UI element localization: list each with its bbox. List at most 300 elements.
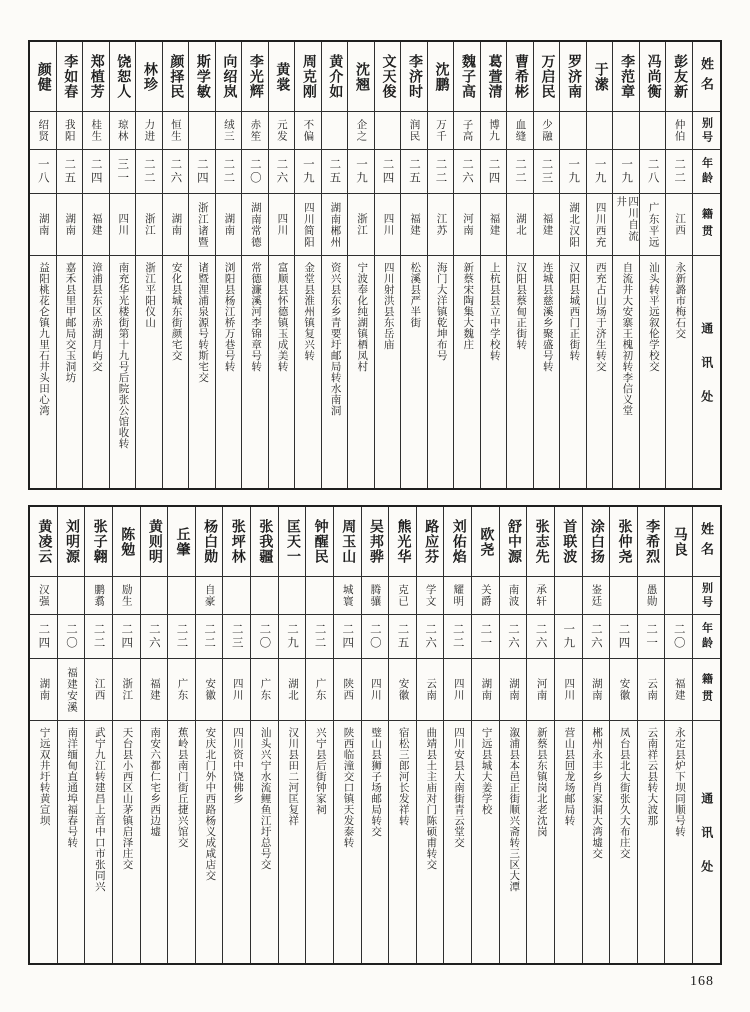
person-column [389,507,417,963]
person-columns-top [30,42,693,488]
person-native: 四川自流井 [613,194,639,256]
person-native: 湖南 [472,659,499,721]
person-address: 新蔡县东镇岗北老沈岗 [535,727,547,837]
person-address: 陕西临潼交口镇天发泰转 [342,727,354,848]
person-address: 璧山县狮子场邮局转交 [370,727,382,837]
person-age: 二〇 [665,615,692,659]
person-name: 熊光华 [389,507,416,577]
person-name: 张坪林 [223,507,250,577]
person-name: 欧尧 [472,507,499,577]
person-native: 湖南 [57,194,83,256]
person-address: 富顺县怀德镇玉成美转 [276,262,288,372]
person-alias: 崟廷 [583,577,610,615]
person-name: 斯学敏 [189,42,215,112]
person-native: 湖北汉阳 [560,194,586,256]
person-address: 浏阳县杨江桥万巷号转 [223,262,235,372]
person-column [507,42,534,488]
person-address: 营山县回龙场邮局转 [563,727,575,826]
person-address: 蕉岭县南门街丘捷兴馆交 [176,727,188,848]
person-column [30,42,57,488]
person-native: 四川 [555,659,582,721]
person-alias: 关爵 [472,577,499,615]
register-table-bottom [28,505,722,965]
person-address: 宿松三郎河长发祥转 [397,727,409,826]
person-alias [58,577,85,615]
person-age: 二四 [375,150,401,194]
person-column [500,507,528,963]
person-native: 湖南 [30,194,56,256]
person-age: 二五 [401,150,427,194]
person-alias [587,112,613,150]
person-native: 广东平远 [640,194,666,256]
person-name: 郑植芳 [83,42,109,112]
person-alias: 城寰 [334,577,361,615]
person-address: 汉川县田二河匡复祥 [287,727,299,826]
person-address: 嘉禾县里甲邮局交玉洞坊 [64,262,76,383]
person-native: 河南 [527,659,554,721]
header-age: 年龄 [693,150,720,194]
person-address: 资兴县东乡青要圩邮局转水南洞 [329,262,341,416]
person-name: 张志先 [527,507,554,577]
person-name: 李范章 [613,42,639,112]
header-name: 姓名 [693,507,720,577]
person-name: 沈翘 [348,42,374,112]
person-address: 兴宁县后街钟家祠 [314,727,326,815]
person-alias: 愚勋 [638,577,665,615]
person-native: 湖南 [216,194,242,256]
person-address: 四川安县大南街青云堂交 [452,727,464,848]
person-age: 二二 [507,150,533,194]
person-native: 福建 [141,659,168,721]
person-column [454,42,481,488]
person-column [472,507,500,963]
person-column [57,42,84,488]
person-name: 李光辉 [242,42,268,112]
person-column [481,42,508,488]
header-native: 籍贯 [693,194,720,256]
person-name: 涂白扬 [583,507,610,577]
person-native: 福建 [481,194,507,256]
person-alias [375,112,401,150]
person-native: 四川 [444,659,471,721]
person-age: 二〇 [362,615,389,659]
person-native: 湖南 [30,659,57,721]
person-age: 二五 [389,615,416,659]
person-age: 二三 [223,615,250,659]
person-name: 张我疆 [251,507,278,577]
person-native: 安徽 [610,659,637,721]
person-age: 二四 [30,615,57,659]
person-alias: 元发 [269,112,295,150]
person-column [428,42,455,488]
person-native: 云南 [417,659,444,721]
person-column [583,507,611,963]
person-address: 汉阳县城西门正街转 [568,262,580,361]
person-age: 一九 [560,150,586,194]
person-column [555,507,583,963]
person-alias: 血缝 [507,112,533,150]
person-name: 黄则明 [141,507,168,577]
person-alias: 不偏 [295,112,321,150]
person-alias: 学文 [417,577,444,615]
person-address: 漳浦县东区赤湖月屿交 [91,262,103,372]
person-column [444,507,472,963]
person-address: 上杭县县立中学校转 [488,262,500,361]
person-native: 四川 [362,659,389,721]
person-name: 李如春 [57,42,83,112]
person-address: 安庆北门外中西路杨义成咸店交 [204,727,216,881]
person-address: 云南祥云县转大波那 [646,727,658,826]
person-name: 冯尚衡 [640,42,666,112]
person-age: 二〇 [242,150,268,194]
person-column [113,507,141,963]
person-name: 刘佑焰 [444,507,471,577]
person-column [141,507,169,963]
person-age: 二〇 [251,615,278,659]
person-alias: 汉强 [30,577,57,615]
person-column [30,507,58,963]
person-age: 三一 [110,150,136,194]
person-alias [306,577,333,615]
person-native: 安徽 [389,659,416,721]
person-age: 二二 [216,150,242,194]
person-age: 二六 [454,150,480,194]
person-name: 吴邦骅 [362,507,389,577]
person-name: 张仲尧 [610,507,637,577]
person-age: 二二 [444,615,471,659]
person-column [279,507,307,963]
person-age: 二二 [666,150,692,194]
person-column [666,42,693,488]
person-column [163,42,190,488]
person-alias [560,112,586,150]
header-address: 通讯处 [699,792,714,894]
person-address: 汉阳县蔡甸正街转 [515,262,527,350]
person-address: 四川资中饶佛乡 [231,727,243,804]
person-native: 广东 [306,659,333,721]
person-column [196,507,224,963]
person-age: 二四 [189,150,215,194]
person-alias: 克已 [389,577,416,615]
person-age: 一九 [555,615,582,659]
header-age: 年龄 [693,615,720,659]
person-name: 马良 [665,507,692,577]
person-column [640,42,667,488]
person-address: 天台县小西区山茅镇启泽庄交 [121,727,133,870]
person-native: 湖南 [583,659,610,721]
person-alias [251,577,278,615]
person-native: 浙江 [348,194,374,256]
person-columns-bottom [30,507,693,963]
person-age: 二四 [610,615,637,659]
person-native: 陕西 [334,659,361,721]
person-name: 曹希彬 [507,42,533,112]
person-age: 二五 [322,150,348,194]
person-address: 四川射洪县东岳庙 [382,262,394,350]
page-number: 168 [690,974,714,989]
person-alias: 鹏翥 [85,577,112,615]
person-address: 宁波奉化纯湖镇栖凤村 [356,262,368,372]
person-native: 四川 [223,659,250,721]
person-native: 四川西充 [587,194,613,256]
person-name: 陈勉 [113,507,140,577]
person-alias: 自豪 [196,577,223,615]
person-column [560,42,587,488]
person-alias [279,577,306,615]
person-name: 李济时 [401,42,427,112]
person-age: 二六 [500,615,527,659]
person-native: 江西 [666,194,692,256]
person-age: 二二 [306,615,333,659]
person-address: 新蔡宋陶集大魏庄 [462,262,474,350]
person-alias: 励生 [113,577,140,615]
person-address: 安化县城东街颜宅交 [170,262,182,361]
person-name: 黄凌云 [30,507,57,577]
person-age: 二二 [85,615,112,659]
person-address: 益阳桃花仑镇九里石井头田心湾 [38,262,49,416]
person-age: 二六 [417,615,444,659]
person-native: 福建 [83,194,109,256]
person-alias: 企之 [348,112,374,150]
person-alias: 子高 [454,112,480,150]
person-column [527,507,555,963]
person-address: 宁远县城大姜学校 [480,727,492,815]
row-header-column-bottom [693,507,720,963]
person-alias [640,112,666,150]
person-column [322,42,349,488]
person-column [401,42,428,488]
person-native: 江苏 [428,194,454,256]
row-header-column-top [693,42,720,488]
person-native: 四川 [375,194,401,256]
person-address: 宁远双井圩转黄宣坝 [38,727,50,826]
person-native: 福建安溪 [58,659,85,721]
person-alias [610,577,637,615]
person-native: 浙江 [113,659,140,721]
person-native: 福建 [665,659,692,721]
person-alias [322,112,348,150]
person-native: 湖南郴州 [322,194,348,256]
person-name: 葛萱清 [481,42,507,112]
register-table-top [28,40,722,490]
person-name: 魏子高 [454,42,480,112]
person-name: 刘明源 [58,507,85,577]
person-column [295,42,322,488]
person-column [216,42,243,488]
person-column [610,507,638,963]
person-alias: 力进 [136,112,162,150]
person-age: 二五 [57,150,83,194]
person-native: 四川简阳 [295,194,321,256]
person-column [417,507,445,963]
person-address: 武宁九江转建昌上首中口市张同兴 [93,727,105,892]
person-column [362,507,390,963]
person-native: 安徽 [196,659,223,721]
person-column [168,507,196,963]
person-column [85,507,113,963]
person-alias: 万千 [428,112,454,150]
person-age: 二一 [472,615,499,659]
person-address: 汕头兴宁水流鲤鱼江圩总号交 [259,727,271,870]
person-age: 二九 [279,615,306,659]
person-column [242,42,269,488]
person-address: 海门大洋镇乾坤布号 [435,262,447,361]
person-address: 南安六都仁宅乡西边墟 [149,727,161,837]
person-column [348,42,375,488]
person-native: 湖南常德 [242,194,268,256]
person-age: 二二 [136,150,162,194]
header-name: 姓名 [693,42,720,112]
person-native: 江西 [85,659,112,721]
person-column [136,42,163,488]
person-native: 四川 [269,194,295,256]
person-age: 一八 [30,150,56,194]
person-name: 于潆 [587,42,613,112]
person-native: 广东 [251,659,278,721]
person-alias: 恒生 [163,112,189,150]
person-age: 二〇 [58,615,85,659]
person-name: 杨白勋 [196,507,223,577]
person-age: 二六 [141,615,168,659]
person-name: 文天俊 [375,42,401,112]
person-alias [141,577,168,615]
person-column [251,507,279,963]
person-native: 河南 [454,194,480,256]
person-age: 一九 [295,150,321,194]
person-native: 浙江 [136,194,162,256]
header-alias: 别号 [693,112,720,150]
person-address: 常德濂溪河李锦章号转 [250,262,262,372]
person-column [58,507,86,963]
person-native: 广东 [168,659,195,721]
person-address: 诸暨浬浦泉源号转斯宅交 [197,262,209,383]
person-name: 林珍 [136,42,162,112]
person-name: 颜择民 [163,42,189,112]
person-address: 汕头转平远叙伦学校交 [647,262,659,372]
person-name: 张子翱 [85,507,112,577]
header-native: 籍贯 [693,659,720,721]
person-alias: 南波 [500,577,527,615]
person-age: 二八 [640,150,666,194]
person-name: 钟醒民 [306,507,333,577]
person-alias: 我阳 [57,112,83,150]
person-age: 二四 [83,150,109,194]
person-native: 福建 [534,194,560,256]
person-alias: 承轩 [527,577,554,615]
person-address: 凤台县北大街张久大布庄交 [618,727,630,859]
header-alias: 别号 [693,577,720,615]
person-address: 连城县慈溪乡聚盛号转 [541,262,553,372]
person-alias: 琼林 [110,112,136,150]
person-alias: 绍贤 [30,112,56,150]
person-column [534,42,561,488]
person-alias: 腾骧 [362,577,389,615]
person-age: 一九 [348,150,374,194]
person-alias: 仲伯 [666,112,692,150]
person-age: 二四 [113,615,140,659]
person-age: 二二 [168,615,195,659]
header-address: 通讯处 [699,322,714,424]
person-alias [168,577,195,615]
person-alias: 博九 [481,112,507,150]
person-address: 南洋缅甸直通埠福春号转 [66,727,78,848]
person-column [375,42,402,488]
person-alias [189,112,215,150]
person-address: 郴州永丰乡肖家洞大湾墟交 [591,727,603,859]
person-column [613,42,640,488]
person-native: 湖南 [500,659,527,721]
person-age: 二六 [583,615,610,659]
person-native: 福建 [401,194,427,256]
person-native: 湖北 [507,194,533,256]
person-alias [665,577,692,615]
person-native: 湖南 [163,194,189,256]
person-column [638,507,666,963]
person-age: 二六 [269,150,295,194]
person-name: 李希烈 [638,507,665,577]
person-name: 周克刚 [295,42,321,112]
person-name: 饶恕人 [110,42,136,112]
person-name: 首联波 [555,507,582,577]
person-column [665,507,693,963]
person-age: 二四 [334,615,361,659]
person-address: 曲靖县土主庙对门陈硕甫转交 [425,727,437,870]
person-age: 一九 [613,150,639,194]
person-name: 沈鹏 [428,42,454,112]
person-name: 黄裳 [269,42,295,112]
person-name: 黄介如 [322,42,348,112]
person-name: 路应芬 [417,507,444,577]
person-native: 浙江诸暨 [189,194,215,256]
person-column [83,42,110,488]
person-age: 二二 [428,150,454,194]
person-alias: 少融 [534,112,560,150]
person-alias: 赤笙 [242,112,268,150]
person-name: 罗济南 [560,42,586,112]
person-address: 西充占山场于济生转交 [594,262,606,372]
person-address: 松溪县严半街 [409,262,421,328]
person-name: 万启民 [534,42,560,112]
person-native: 云南 [638,659,665,721]
person-age: 二三 [534,150,560,194]
person-address: 永定县炉下坝同顺号转 [673,727,685,837]
person-age: 二六 [527,615,554,659]
person-alias [613,112,639,150]
person-column [334,507,362,963]
person-age: 一九 [587,150,613,194]
person-native: 湖北 [279,659,306,721]
person-age: 二一 [638,615,665,659]
person-alias: 绒三 [216,112,242,150]
person-address: 溆浦县本邑正街顺兴斋转三区大潭 [508,727,520,892]
person-alias [223,577,250,615]
person-column [110,42,137,488]
person-name: 周玉山 [334,507,361,577]
person-column [223,507,251,963]
person-age: 二六 [163,150,189,194]
person-address: 浙江平阳仪山 [144,262,156,328]
person-name: 舒中源 [500,507,527,577]
person-native: 四川 [110,194,136,256]
person-alias: 耀明 [444,577,471,615]
person-alias: 桂生 [83,112,109,150]
person-column [269,42,296,488]
person-name: 彭友新 [666,42,692,112]
person-address: 南充华光楼街第十九号后院张公馆收转 [117,262,129,449]
person-column [306,507,334,963]
person-age: 二四 [481,150,507,194]
person-column [587,42,614,488]
